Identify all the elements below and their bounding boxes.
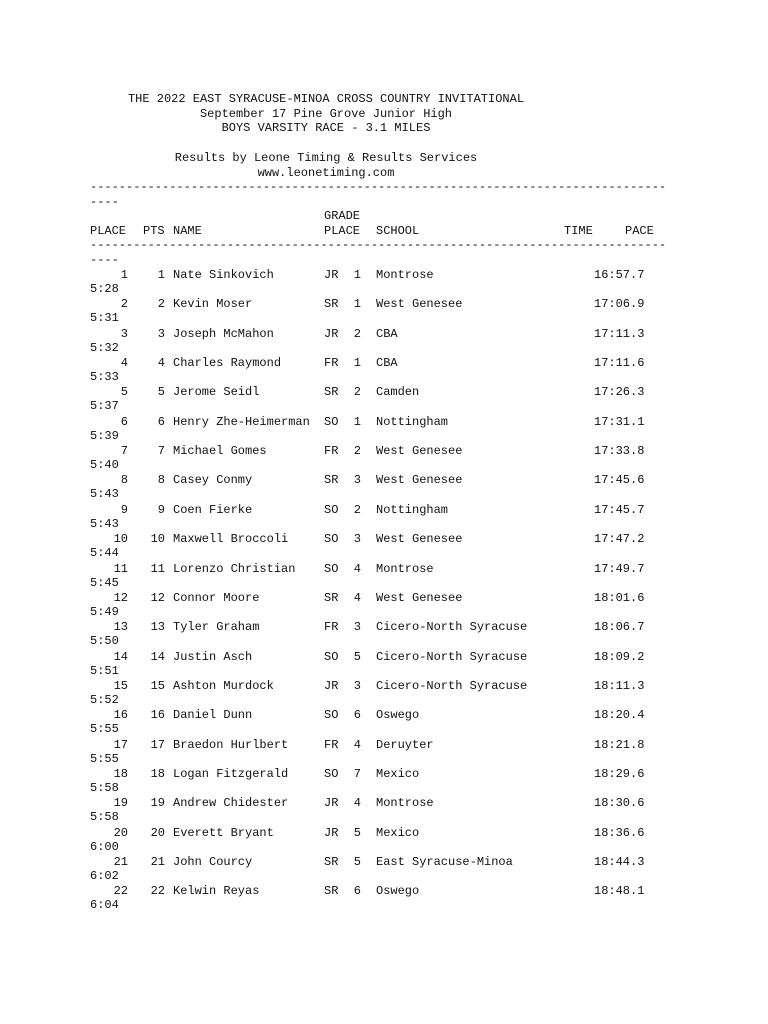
time-cell: 16:57.7 [594,268,645,282]
grade-place-cell: 1 [353,297,361,311]
place-cell: 14 [113,650,128,664]
school-cell: Mexico [376,826,420,840]
grade-place-cell: 3 [353,532,361,546]
points-cell: 15 [150,679,165,693]
points-cell: 14 [150,650,165,664]
school-cell: Nottingham [376,503,449,517]
points-cell: 19 [150,796,165,810]
grade-place-cell: 3 [353,679,361,693]
divider-rule-wrap: ---- [90,253,119,267]
time-cell: 18:44.3 [594,855,645,869]
meet-date-venue: September 17 Pine Grove Junior High [199,107,453,121]
school-cell: Montrose [376,796,434,810]
grade-place-cell: 6 [353,884,361,898]
place-cell: 9 [120,503,128,517]
school-cell: Oswego [376,884,420,898]
divider-rule-wrap: ---- [90,195,119,209]
school-cell: Nottingham [376,415,449,429]
grade-place-cell: 7 [353,767,361,781]
column-header-pace: PACE [625,224,654,238]
time-cell: 18:09.2 [594,650,645,664]
place-cell: 17 [113,738,128,752]
points-cell: 6 [157,415,165,429]
time-cell: 17:45.6 [594,473,645,487]
place-cell: 4 [120,356,128,370]
place-cell: 16 [113,708,128,722]
points-cell: 3 [157,327,165,341]
pace-cell: 5:39 [90,429,119,443]
points-cell: 16 [150,708,165,722]
points-cell: 9 [157,503,165,517]
column-header-grade-place: PLACE [324,224,361,238]
grade-cell: SO [324,503,339,517]
runner-name-cell: Ashton Murdock [173,679,274,693]
pace-cell: 5:49 [90,605,119,619]
grade-cell: SR [324,855,339,869]
runner-name-cell: Kevin Moser [173,297,253,311]
time-cell: 18:48.1 [594,884,645,898]
pace-cell: 5:45 [90,576,119,590]
runner-name-cell: Joseph McMahon [173,327,274,341]
pace-cell: 5:43 [90,517,119,531]
pace-cell: 5:32 [90,341,119,355]
points-cell: 1 [157,268,165,282]
runner-name-cell: Kelwin Reyas [173,884,260,898]
school-cell: West Genesee [376,591,463,605]
pace-cell: 5:43 [90,487,119,501]
pace-cell: 5:31 [90,311,119,325]
runner-name-cell: Jerome Seidl [173,385,260,399]
points-cell: 4 [157,356,165,370]
grade-cell: SR [324,385,339,399]
runner-name-cell: Charles Raymond [173,356,282,370]
time-cell: 17:11.3 [594,327,645,341]
place-cell: 21 [113,855,128,869]
grade-cell: SO [324,708,339,722]
school-cell: West Genesee [376,532,463,546]
time-cell: 18:01.6 [594,591,645,605]
pace-cell: 6:04 [90,898,119,912]
grade-place-cell: 3 [353,620,361,634]
column-header-school: SCHOOL [376,224,420,238]
pace-cell: 6:00 [90,840,119,854]
grade-cell: SO [324,562,339,576]
points-cell: 21 [150,855,165,869]
grade-cell: FR [324,356,339,370]
points-cell: 12 [150,591,165,605]
pace-cell: 5:44 [90,546,119,560]
place-cell: 8 [120,473,128,487]
grade-place-cell: 4 [353,562,361,576]
column-header-name: NAME [173,224,202,238]
divider-rule: -------------------------------------------------------------------------------- [90,238,667,252]
points-cell: 20 [150,826,165,840]
runner-name-cell: Lorenzo Christian [173,562,296,576]
divider-rule: -------------------------------------------------------------------------------- [90,180,667,194]
school-cell: West Genesee [376,473,463,487]
grade-place-cell: 4 [353,591,361,605]
pace-cell: 5:33 [90,370,119,384]
time-cell: 18:30.6 [594,796,645,810]
grade-cell: SR [324,297,339,311]
race-name: BOYS VARSITY RACE - 3.1 MILES [221,121,431,135]
time-cell: 18:21.8 [594,738,645,752]
grade-place-cell: 2 [353,327,361,341]
grade-cell: FR [324,620,339,634]
points-cell: 13 [150,620,165,634]
school-cell: CBA [376,327,398,341]
place-cell: 7 [120,444,128,458]
grade-cell: JR [324,826,339,840]
pace-cell: 5:40 [90,458,119,472]
school-cell: Montrose [376,268,434,282]
runner-name-cell: Logan Fitzgerald [173,767,289,781]
points-cell: 5 [157,385,165,399]
place-cell: 3 [120,327,128,341]
grade-place-cell: 4 [353,738,361,752]
school-cell: Deruyter [376,738,434,752]
pace-cell: 5:55 [90,752,119,766]
pace-cell: 6:02 [90,869,119,883]
grade-place-cell: 5 [353,650,361,664]
grade-place-cell: 2 [353,503,361,517]
school-cell: West Genesee [376,444,463,458]
runner-name-cell: Connor Moore [173,591,260,605]
meet-title: THE 2022 EAST SYRACUSE-MINOA CROSS COUNTRY INVITATIONAL [127,92,525,106]
column-header-time: TIME [564,224,593,238]
time-cell: 17:33.8 [594,444,645,458]
pace-cell: 5:55 [90,722,119,736]
place-cell: 13 [113,620,128,634]
grade-cell: JR [324,796,339,810]
grade-cell: SR [324,591,339,605]
time-cell: 17:45.7 [594,503,645,517]
time-cell: 17:06.9 [594,297,645,311]
place-cell: 1 [120,268,128,282]
timing-website: www.leonetiming.com [257,166,395,180]
grade-cell: SO [324,767,339,781]
grade-place-cell: 1 [353,356,361,370]
grade-place-cell: 2 [353,385,361,399]
grade-place-cell: 2 [353,444,361,458]
time-cell: 18:20.4 [594,708,645,722]
school-cell: Cicero-North Syracuse [376,620,528,634]
runner-name-cell: Tyler Graham [173,620,260,634]
points-cell: 10 [150,532,165,546]
time-cell: 18:36.6 [594,826,645,840]
grade-cell: SO [324,650,339,664]
place-cell: 11 [113,562,128,576]
grade-cell: SO [324,532,339,546]
timing-credit: Results by Leone Timing & Results Services [174,151,478,165]
grade-cell: SO [324,415,339,429]
pace-cell: 5:52 [90,693,119,707]
school-cell: CBA [376,356,398,370]
runner-name-cell: Casey Conmy [173,473,253,487]
place-cell: 19 [113,796,128,810]
time-cell: 18:11.3 [594,679,645,693]
time-cell: 17:31.1 [594,415,645,429]
place-cell: 20 [113,826,128,840]
school-cell: Montrose [376,562,434,576]
pace-cell: 5:58 [90,781,119,795]
pace-cell: 5:51 [90,664,119,678]
grade-cell: JR [324,679,339,693]
runner-name-cell: John Courcy [173,855,253,869]
runner-name-cell: Michael Gomes [173,444,267,458]
school-cell: East Syracuse-Minoa [376,855,513,869]
points-cell: 7 [157,444,165,458]
time-cell: 17:26.3 [594,385,645,399]
grade-place-cell: 5 [353,826,361,840]
grade-place-cell: 6 [353,708,361,722]
points-cell: 11 [150,562,165,576]
grade-cell: FR [324,738,339,752]
column-header-pts: PTS [143,224,165,238]
points-cell: 17 [150,738,165,752]
points-cell: 18 [150,767,165,781]
runner-name-cell: Henry Zhe-Heimerman [173,415,310,429]
time-cell: 18:29.6 [594,767,645,781]
place-cell: 18 [113,767,128,781]
runner-name-cell: Maxwell Broccoli [173,532,289,546]
place-cell: 5 [120,385,128,399]
points-cell: 2 [157,297,165,311]
points-cell: 22 [150,884,165,898]
place-cell: 15 [113,679,128,693]
grade-place-cell: 1 [353,415,361,429]
grade-place-cell: 1 [353,268,361,282]
grade-place-cell: 5 [353,855,361,869]
place-cell: 12 [113,591,128,605]
grade-cell: SR [324,473,339,487]
time-cell: 17:49.7 [594,562,645,576]
grade-cell: SR [324,884,339,898]
place-cell: 6 [120,415,128,429]
place-cell: 10 [113,532,128,546]
runner-name-cell: Coen Fierke [173,503,253,517]
school-cell: Mexico [376,767,420,781]
runner-name-cell: Andrew Chidester [173,796,289,810]
time-cell: 17:47.2 [594,532,645,546]
pace-cell: 5:37 [90,399,119,413]
column-header-grade: GRADE [324,209,361,223]
grade-cell: JR [324,268,339,282]
place-cell: 22 [113,884,128,898]
runner-name-cell: Daniel Dunn [173,708,253,722]
column-header-place: PLACE [90,224,127,238]
school-cell: West Genesee [376,297,463,311]
runner-name-cell: Nate Sinkovich [173,268,274,282]
points-cell: 8 [157,473,165,487]
time-cell: 18:06.7 [594,620,645,634]
runner-name-cell: Braedon Hurlbert [173,738,289,752]
grade-place-cell: 4 [353,796,361,810]
pace-cell: 5:58 [90,810,119,824]
runner-name-cell: Justin Asch [173,650,253,664]
school-cell: Cicero-North Syracuse [376,679,528,693]
time-cell: 17:11.6 [594,356,645,370]
school-cell: Camden [376,385,420,399]
pace-cell: 5:28 [90,282,119,296]
grade-cell: FR [324,444,339,458]
grade-place-cell: 3 [353,473,361,487]
school-cell: Oswego [376,708,420,722]
runner-name-cell: Everett Bryant [173,826,274,840]
school-cell: Cicero-North Syracuse [376,650,528,664]
pace-cell: 5:50 [90,634,119,648]
place-cell: 2 [120,297,128,311]
grade-cell: JR [324,327,339,341]
